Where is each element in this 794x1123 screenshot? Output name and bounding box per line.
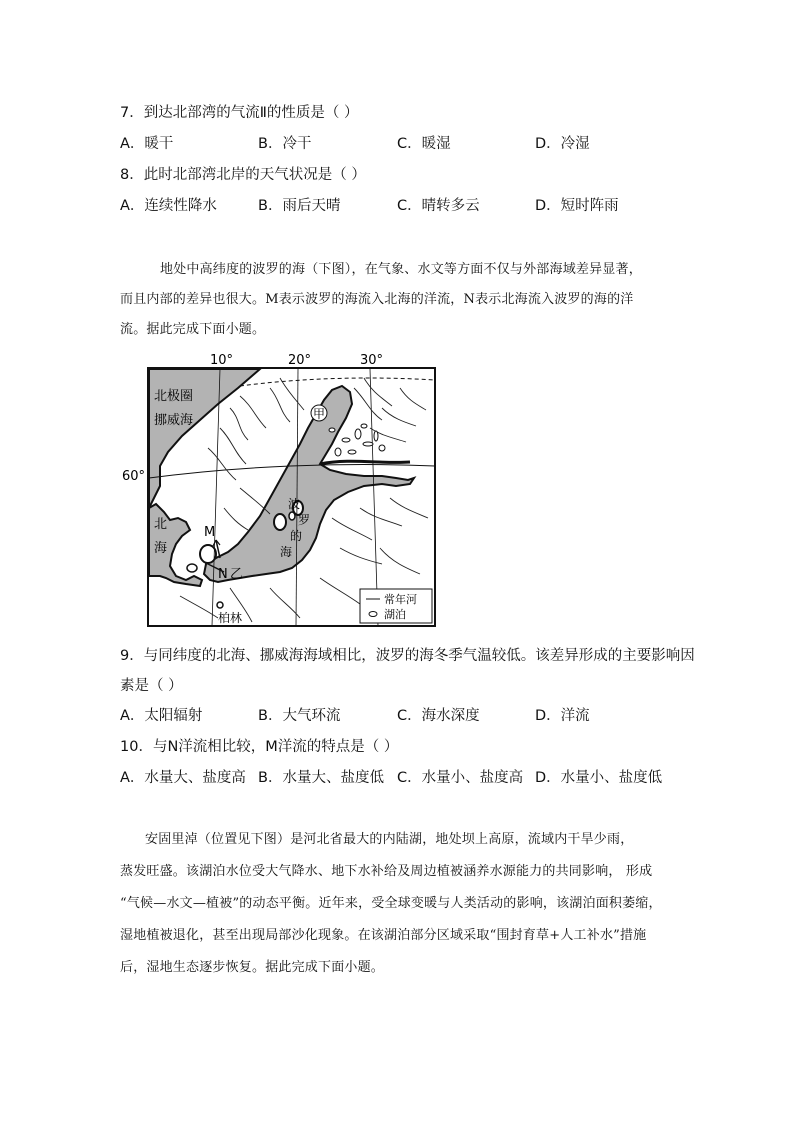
q7-option-b[interactable]: B．冷干	[258, 136, 312, 152]
passage2-line-4: 湿地植被退化，甚至出现局部沙化现象。在该湖泊部分区域采取“围封育草+人工补水”措施	[120, 928, 647, 943]
q8-stem: 8．此时北部湾北岸的天气状况是（ ）	[120, 167, 366, 183]
q9-option-a[interactable]: A．太阳辐射	[120, 708, 203, 724]
q10-option-d[interactable]: D．水量小、盐度低	[535, 770, 663, 786]
baltic-sea-map	[120, 348, 450, 630]
label-point-jia: 甲	[313, 407, 326, 421]
q7-option-c[interactable]: C．暖湿	[397, 136, 451, 152]
lat-label-60: 60°	[122, 469, 146, 484]
q8-option-a[interactable]: A．连续性降水	[120, 198, 217, 214]
legend-lake: 湖泊	[384, 608, 406, 621]
q9-stem-line-1: 9．与同纬度的北海、挪威海海域相比，波罗的海冬季气温较低。该差异形成的主要影响因	[120, 648, 695, 664]
label-baltic-2: 罗	[298, 513, 311, 527]
label-north-sea-2: 海	[154, 541, 168, 556]
passage2-line-5: 后，湿地生态逐步恢复。据此完成下面小题。	[120, 960, 385, 975]
label-baltic-1: 波	[288, 497, 301, 511]
q9-option-c[interactable]: C．海水深度	[397, 708, 480, 724]
lon-label-20: 20°	[288, 353, 312, 368]
label-point-yi: 乙	[230, 567, 244, 582]
berlin-marker	[217, 602, 223, 608]
q10-option-a[interactable]: A．水量大、盐度高	[120, 770, 246, 786]
q10-option-c[interactable]: C．水量小、盐度高	[397, 770, 524, 786]
lon-label-10: 10°	[210, 353, 234, 368]
label-baltic-4: 海	[280, 545, 293, 559]
label-current-n: N	[218, 567, 228, 582]
passage2-line-2: 蒸发旺盛。该湖泊水位受大气降水、地下水补给及周边植被涵养水源能力的共同影响， 形成	[120, 864, 653, 879]
label-norwegian-sea: 挪威海	[154, 413, 194, 428]
lon-label-30: 30°	[360, 353, 384, 368]
q8-option-d[interactable]: D．短时阵雨	[535, 198, 619, 214]
q9-option-d[interactable]: D．洋流	[535, 708, 590, 724]
q8-option-c[interactable]: C．晴转多云	[397, 198, 480, 214]
passage1-line-1: 地处中高纬度的波罗的海（下图），在气象、水文等方面不仅与外部海域差异显著，	[160, 262, 642, 277]
q7-option-a[interactable]: A．暖干	[120, 136, 174, 152]
q8-option-b[interactable]: B．雨后天晴	[258, 198, 341, 214]
q10-stem: 10．与N洋流相比较，M洋流的特点是（ ）	[120, 739, 399, 755]
passage1-line-3: 流。据此完成下面小题。	[120, 322, 266, 337]
passage1-line-2: 而且内部的差异也很大。M表示波罗的海流入北海的洋流，N表示北海流入波罗的海的洋	[120, 292, 634, 307]
label-north-sea-1: 北	[154, 517, 168, 532]
label-current-m: M	[204, 525, 216, 540]
q9-stem-line-2: 素是（ ）	[120, 678, 183, 694]
label-arctic-circle: 北极圈	[154, 389, 194, 404]
passage2-line-1: 安固里淖（位置见下图）是河北省最大的内陆湖，地处坝上高原，流域内干旱少雨，	[145, 832, 634, 847]
passage2-line-3: “气候—水文—植被”的动态平衡。近年来，受全球变暖与人类活动的影响，该湖泊面积萎缩，	[120, 896, 662, 911]
legend-river: 常年河	[384, 593, 417, 606]
q9-option-b[interactable]: B．大气环流	[258, 708, 341, 724]
q7-option-d[interactable]: D．冷湿	[535, 136, 590, 152]
q7-stem: 7．到达北部湾的气流Ⅱ的性质是（ ）	[120, 105, 359, 121]
q10-option-b[interactable]: B．水量大、盐度低	[258, 770, 384, 786]
label-baltic-3: 的	[290, 529, 303, 543]
label-berlin: 柏林	[218, 611, 243, 625]
